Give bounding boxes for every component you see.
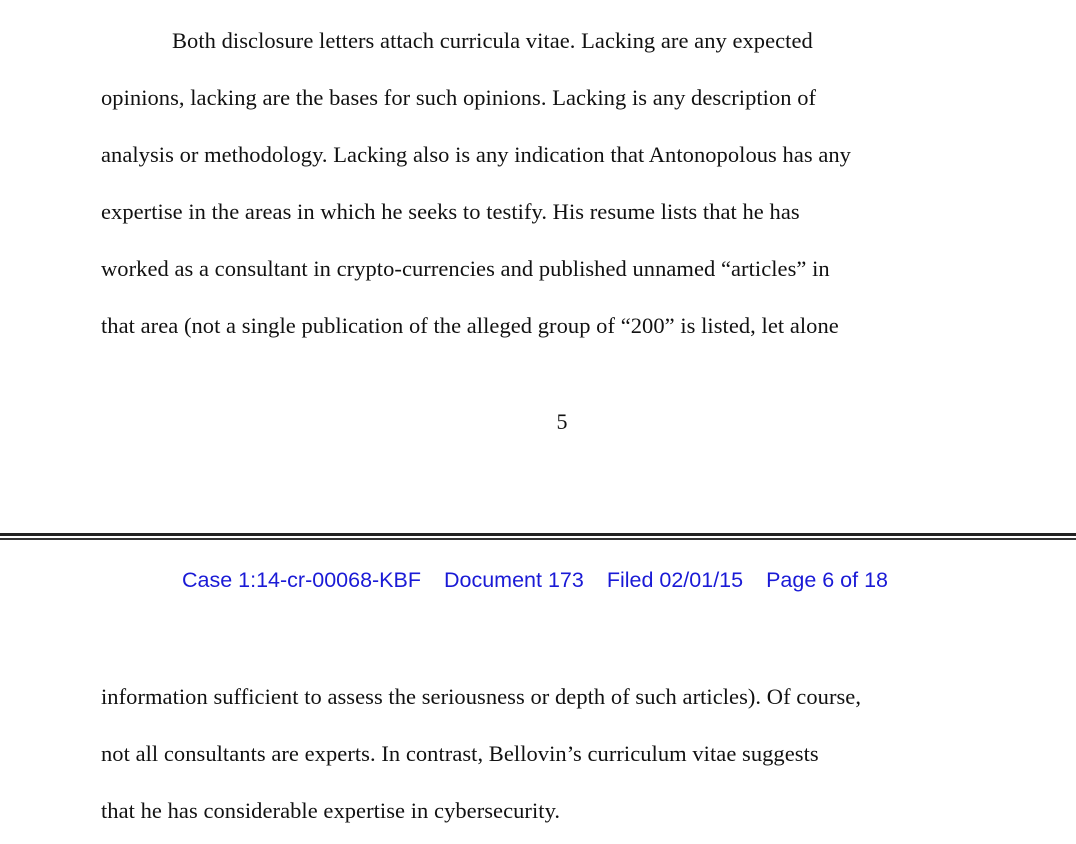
divider-rule-thin bbox=[0, 538, 1076, 540]
body-text-line: opinions, lacking are the bases for such opinions. Lacking is any description of bbox=[101, 85, 817, 110]
case-number: Case 1:14-cr-00068-KBF bbox=[182, 568, 421, 592]
body-text-line: that area (not a single publication of the alleged group of “200” is listed, let alone bbox=[101, 313, 839, 338]
page-break-divider bbox=[0, 533, 1076, 541]
body-text-line: worked as a consultant in crypto-currencies and published unnamed “articles” in bbox=[101, 256, 830, 281]
body-text-line: analysis or methodology. Lacking also is any indication that Antonopolous has any bbox=[101, 142, 851, 167]
document-number: Document 173 bbox=[443, 568, 584, 592]
page-number: 5 bbox=[556, 409, 568, 434]
divider-rule-thick bbox=[0, 533, 1076, 536]
case-filing-header bbox=[182, 566, 888, 594]
body-text-line: information sufficient to assess the seriousness or depth of such articles). Of course, bbox=[101, 684, 861, 709]
page-indicator: Page 6 of 18 bbox=[766, 568, 888, 592]
filed-date: Filed 02/01/15 bbox=[606, 568, 744, 592]
body-text-line: that he has considerable expertise in cybersecurity. bbox=[101, 798, 561, 823]
body-text-line: expertise in the areas in which he seeks to testify. His resume lists that he has bbox=[101, 199, 800, 224]
body-text-line: Both disclosure letters attach curricula vitae. Lacking are any expected bbox=[172, 28, 813, 53]
body-text-line: not all consultants are experts. In contrast, Bellovin’s curriculum vitae suggests bbox=[101, 741, 819, 766]
